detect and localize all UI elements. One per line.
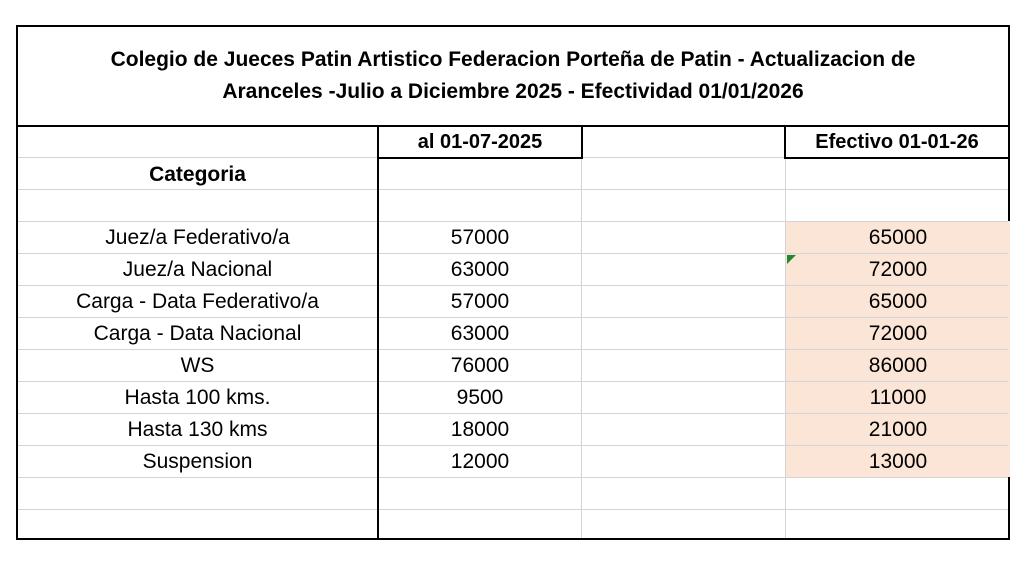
header-effective-label: Efectivo 01-01-26 xyxy=(815,130,979,153)
gridline xyxy=(18,509,1008,510)
category-cell[interactable]: Juez/a Nacional xyxy=(122,258,273,281)
effective-value-cell[interactable]: 72000 xyxy=(868,258,928,281)
current-value-cell[interactable]: 63000 xyxy=(450,322,510,345)
fee-table xyxy=(16,125,1010,540)
category-cell[interactable]: Suspension xyxy=(142,450,253,473)
effective-value-cell[interactable]: 72000 xyxy=(868,322,928,345)
current-value-cell[interactable]: 76000 xyxy=(450,354,510,377)
effective-value-cell[interactable]: 86000 xyxy=(868,354,928,377)
category-cell[interactable]: Juez/a Federativo/a xyxy=(105,226,290,249)
title-cell[interactable] xyxy=(16,25,1010,125)
category-header[interactable]: Categoria xyxy=(149,163,246,186)
current-value-cell[interactable]: 57000 xyxy=(450,226,510,249)
header-current[interactable] xyxy=(377,127,583,159)
header-current-label: al 01-07-2025 xyxy=(417,130,543,153)
title-line-1: Colegio de Jueces Patin Artistico Federacion Porteña de Patin - Actualizacion de xyxy=(110,48,916,71)
current-value-cell[interactable]: 57000 xyxy=(450,290,510,313)
effective-value-cell[interactable]: 65000 xyxy=(868,226,928,249)
effective-value-cell[interactable]: 13000 xyxy=(868,450,928,473)
category-cell[interactable]: Carga - Data Nacional xyxy=(93,322,302,345)
effective-value-cell[interactable]: 21000 xyxy=(868,418,928,441)
effective-value-cell[interactable]: 11000 xyxy=(869,386,927,409)
title-line-2: Aranceles -Julio a Diciembre 2025 - Efectividad 01/01/2026 xyxy=(222,80,804,103)
current-value-cell[interactable]: 63000 xyxy=(450,258,510,281)
current-value-cell[interactable]: 18000 xyxy=(450,418,510,441)
effective-value-cell[interactable]: 65000 xyxy=(868,290,928,313)
header-effective[interactable] xyxy=(784,127,1010,159)
category-cell[interactable]: Hasta 130 kms xyxy=(127,418,268,441)
current-value-cell[interactable]: 12000 xyxy=(450,450,510,473)
gridline xyxy=(581,127,582,538)
current-value-cell[interactable]: 9500 xyxy=(456,386,504,409)
category-cell[interactable]: Carga - Data Federativo/a xyxy=(76,290,319,313)
category-cell[interactable]: WS xyxy=(180,354,215,377)
category-cell[interactable]: Hasta 100 kms. xyxy=(124,386,271,409)
